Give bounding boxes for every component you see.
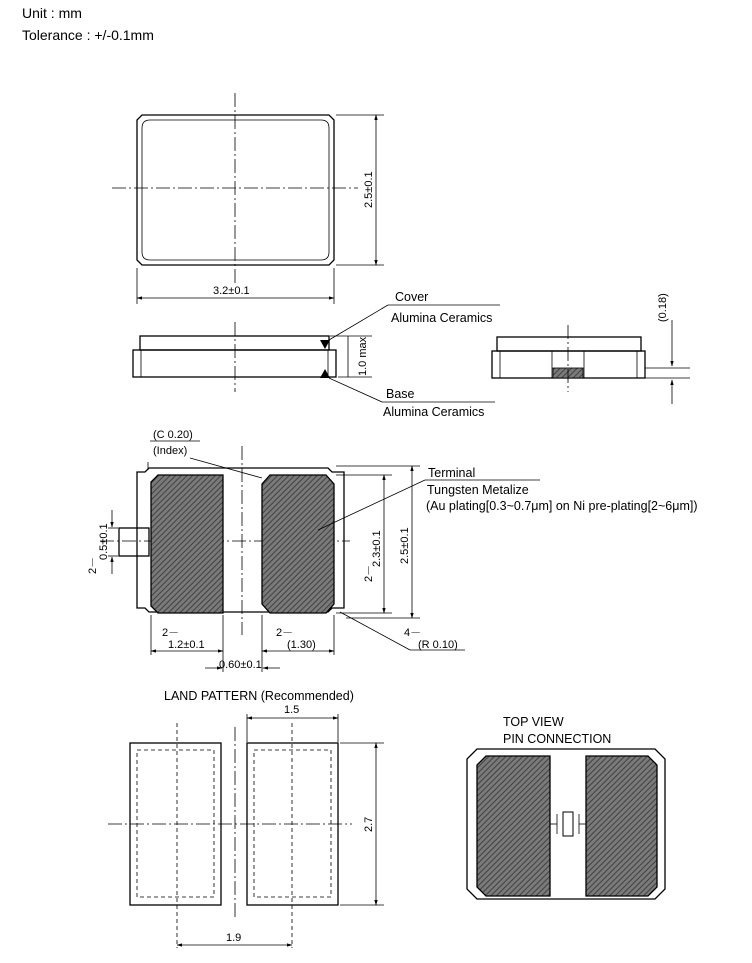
pad-width-count: 2－ [162,627,180,639]
terminal-material: Tungsten Metalize [427,483,529,497]
tab-width-dim: 0.5±0.1 [98,523,110,560]
land-pitch: 1.9 [226,932,242,944]
land-pad-width: 1.5 [284,704,300,716]
top-height-dim: 2.5±0.1 [363,171,375,208]
base-material: Alumina Ceramics [383,405,485,419]
plating-spec: (Au plating[0.3~0.7μm] on Ni pre-plating[2~6μm]) [426,499,698,513]
tab-count: 2－ [87,556,99,574]
land-pattern [108,714,384,948]
gap-dim: 0.60±0.1 [219,659,262,671]
corner-count: 4－ [404,627,422,639]
pad-width2-dim: (1.30) [287,639,316,651]
body-height-dim: 2.5±0.1 [399,527,411,564]
terminal-label: Terminal [428,466,476,480]
pad-height-dim: 2.3±0.1 [371,530,383,567]
unit-label: Unit : mm [22,5,82,21]
pin-title-connection: PIN CONNECTION [503,732,612,746]
pin-title-top-view: TOP VIEW [503,715,564,729]
cover-label: Cover [395,290,429,304]
end-view [492,320,690,404]
top-view [112,93,384,304]
tolerance-label: Tolerance : +/-0.1mm [22,27,154,43]
thickness-dim: 1.0 max [357,336,369,376]
corner-radius: (R 0.10) [418,639,458,651]
land-height: 2.7 [363,816,375,832]
land-pattern-title: LAND PATTERN (Recommended) [164,689,354,703]
pad-height-count: 2－ [363,564,375,582]
index-label: (Index) [153,445,188,457]
pin-connection-view [467,749,665,899]
chamfer-label: (C 0.20) [153,429,193,441]
offset-dim: (0.18) [657,293,669,322]
top-width-dim: 3.2±0.1 [213,285,250,297]
pad-width2-count: 2－ [276,627,294,639]
cover-material: Alumina Ceramics [391,311,493,325]
pad-width-dim: 1.2±0.1 [168,639,205,651]
base-label: Base [386,387,415,401]
